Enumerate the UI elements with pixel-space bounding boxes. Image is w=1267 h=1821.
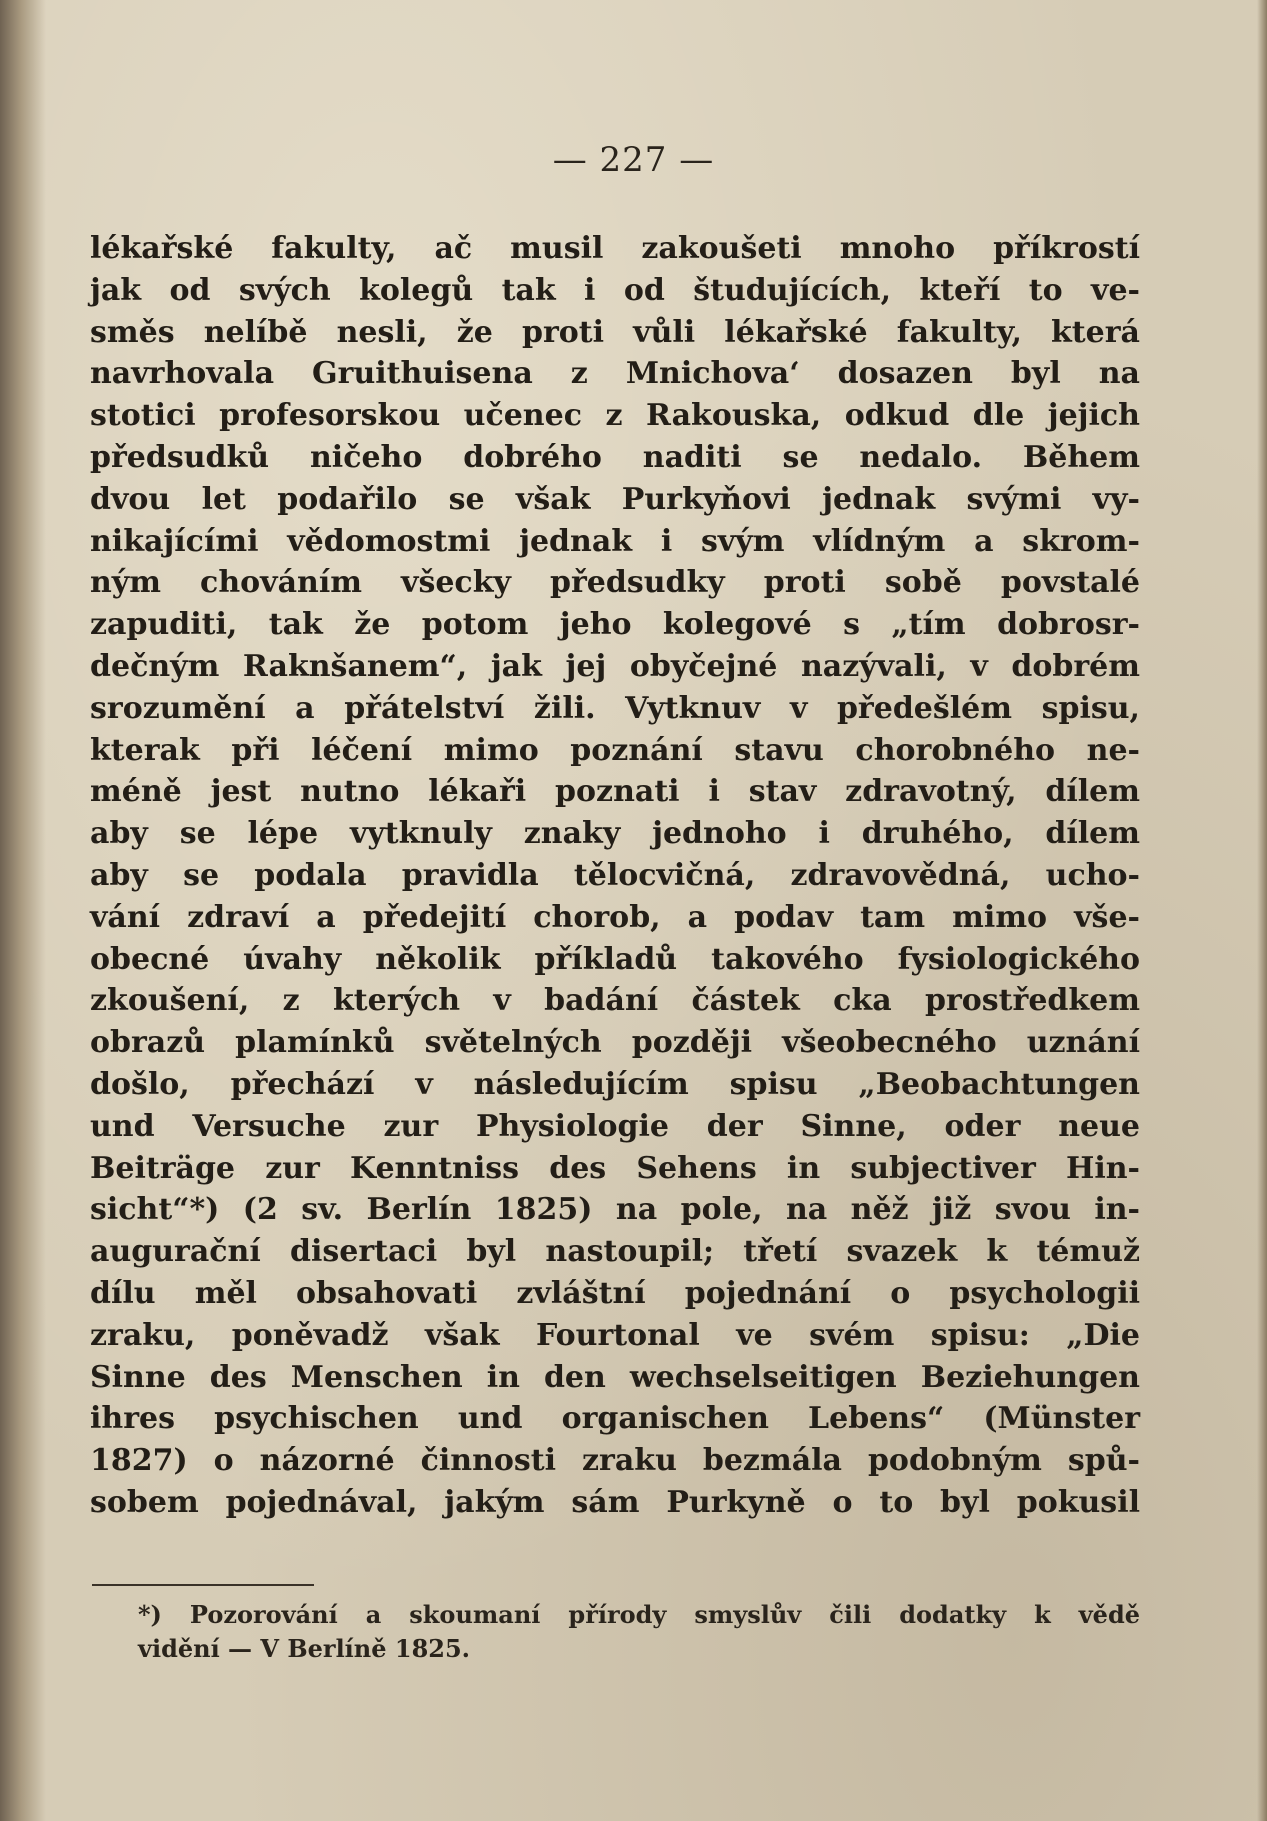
text-line: došlo, přechází v následujícím spisu „Beobachtungen bbox=[90, 1066, 1140, 1102]
text-line: sobem pojednával, jakým sám Purkyně o to byl pokusil bbox=[90, 1484, 1140, 1520]
text-line: zapuditi, tak že potom jeho kolegové s „tím dobrosr- bbox=[90, 607, 1140, 643]
text-line: zkoušení, z kterých v badání částek cka prostředkem bbox=[90, 983, 1140, 1019]
text-line: obrazů plamínků světelných později všeobecného uznání bbox=[90, 1025, 1140, 1061]
text-line: lékařské fakulty, ač musil zakoušeti mnoho příkrostí bbox=[90, 231, 1140, 266]
text-line: zraku, poněvadž však Fourtonal ve svém spisu: „Die bbox=[90, 1317, 1140, 1353]
page-edge-shadow bbox=[1257, 0, 1267, 1821]
footnote-block bbox=[138, 1598, 1140, 1666]
text-line: obecné úvahy několik příkladů takového fysiologického bbox=[90, 941, 1140, 977]
footnote-line: *) Pozorování a skoumaní přírody smyslův čili dodatky k vědě bbox=[138, 1600, 1140, 1629]
text-line: méně jest nutno lékaři poznati i stav zdravotný, dílem bbox=[90, 774, 1140, 810]
text-line: srozumění a přátelství žili. Vytknuv v předešlém spisu, bbox=[90, 690, 1140, 726]
text-line: aby se podala pravidla tělocvičná, zdravovědná, ucho- bbox=[90, 857, 1140, 893]
text-line: ihres psychischen und organischen Lebens“ (Münster bbox=[90, 1401, 1140, 1437]
text-line: 1827) o názorné činnosti zraku bezmála podobným spů- bbox=[90, 1443, 1140, 1479]
text-line: ným chováním všecky předsudky proti sobě povstalé bbox=[90, 565, 1140, 601]
text-line: Sinne des Menschen in den wechselseitigen Beziehungen bbox=[90, 1359, 1140, 1395]
text-line: předsudků ničeho dobrého naditi se nedalo. Během bbox=[90, 439, 1140, 475]
main-text-block bbox=[90, 228, 1140, 1524]
text-line: navrhovala Gruithuisena z Mnichova‘ dosazen byl na bbox=[90, 356, 1140, 392]
text-line: Beiträge zur Kenntniss des Sehens in subjectiver Hin- bbox=[90, 1150, 1140, 1186]
text-line: aby se lépe vytknuly znaky jednoho i druhého, dílem bbox=[90, 816, 1140, 852]
text-line: jak od svých kolegů tak i od študujících, kteří to ve- bbox=[90, 272, 1140, 308]
page-number: — 227 — bbox=[552, 140, 715, 180]
text-line: stotici profesorskou učenec z Rakouska, odkud dle jejich bbox=[90, 398, 1140, 434]
gutter-shadow bbox=[0, 0, 46, 1821]
text-line: dílu měl obsahovati zvláštní pojednání o psychologii bbox=[90, 1275, 1140, 1311]
text-line: dečným Raknšanem“, jak jej obyčejné nazývali, v dobrém bbox=[90, 648, 1140, 684]
text-line: sicht“*) (2 sv. Berlín 1825) na pole, na něž již svou in- bbox=[90, 1192, 1140, 1228]
text-line: směs nelíbě nesli, že proti vůli lékařské fakulty, která bbox=[90, 314, 1140, 350]
text-line: kterak při léčení mimo poznání stavu chorobného ne- bbox=[90, 732, 1140, 768]
footnote-divider bbox=[92, 1584, 314, 1586]
text-line: augurační disertaci byl nastoupil; třetí svazek k témuž bbox=[90, 1234, 1140, 1270]
text-line: dvou let podařilo se však Purkyňovi jednak svými vy- bbox=[90, 481, 1140, 517]
text-line: nikajícími vědomostmi jednak i svým vlídným a skrom- bbox=[90, 523, 1140, 559]
text-line: vání zdraví a předejití chorob, a podav tam mimo vše- bbox=[90, 899, 1140, 935]
footnote-line: vidění — V Berlíně 1825. bbox=[138, 1634, 471, 1663]
text-line: und Versuche zur Physiologie der Sinne, oder neue bbox=[90, 1108, 1140, 1144]
